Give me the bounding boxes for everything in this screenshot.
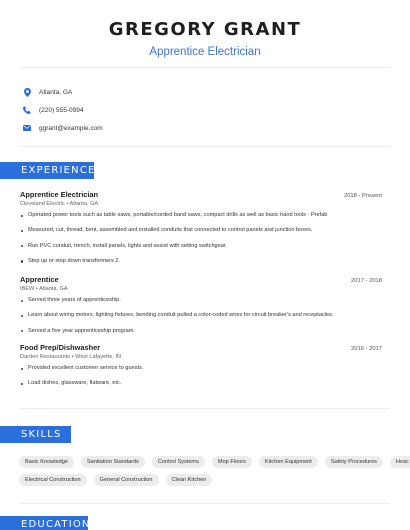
list-item: Provided excellent customer service to guests. [20, 365, 382, 372]
contact-email-text: ggrant@example.com [39, 124, 103, 132]
contact-phone-text: (220) 555-0994 [39, 106, 84, 114]
skill-chip: Clean Kitchen [166, 474, 213, 486]
contact-email [22, 119, 103, 137]
job-dates: 2018 - Present [343, 193, 382, 199]
job-dates: 2016 - 2017 [351, 346, 382, 352]
candidate-title: Apprentice Electrician [149, 46, 261, 58]
skill-chip: Basic Knowledge [19, 456, 74, 468]
job-location: Atlanta, GA [39, 286, 68, 292]
skills-divider [20, 503, 390, 504]
list-item: Operated power tools such as table saws, portable/corded band saws, compact drills as well as basic hand tools - Prefab [20, 212, 382, 219]
list-item: Run PVC conduit, trench, install panels, lights and assist with setting switchgear. [20, 243, 382, 250]
job-entry-2 [20, 275, 382, 343]
contact-location [22, 83, 103, 101]
contact-list [22, 83, 103, 137]
job-employer: Darden Restaurants • West Lafayette, IN [20, 354, 122, 360]
job-bullets [20, 297, 382, 335]
job-title: Food Prep/Dishwasher [20, 343, 101, 352]
job-entry-1 [20, 190, 382, 273]
experience-heading: EXPERIENCE [21, 165, 96, 176]
skills-row-2 [19, 474, 410, 486]
contact-location-text: Atlanta, GA [39, 88, 73, 96]
skill-chip: Hvac [390, 456, 410, 468]
envelope-icon [22, 123, 32, 133]
job-bullets [20, 365, 382, 387]
job-location: West Lafayette, IN [75, 354, 122, 360]
job-employer: Cleveland Electric • Atlanta, GA [20, 201, 99, 207]
skills-row-1 [19, 456, 410, 468]
contact-divider [20, 146, 390, 147]
job-company: Darden Restaurants [20, 354, 71, 360]
experience-section-header [0, 162, 94, 179]
location-pin-icon [22, 87, 32, 97]
resume-header [0, 0, 410, 59]
job-dates: 2017 - 2018 [351, 278, 382, 284]
list-item: Served a five year apprenticeship program. [20, 328, 382, 335]
skills-list [19, 456, 410, 492]
contact-phone [22, 101, 103, 119]
job-company: Cleveland Electric [20, 201, 65, 207]
skill-chip: Safety Procedures [325, 456, 383, 468]
job-entry-3 [20, 343, 382, 396]
job-employer: IBEW • Atlanta, GA [20, 286, 68, 292]
list-item: Step up or step down transformers 2. [20, 258, 382, 265]
list-item: Served three years of apprenticeship. [20, 297, 382, 304]
job-company: IBEW [20, 286, 35, 292]
list-item: Measured, cut, thread, bent, assembled and installed conduits that connected to control panels and junction boxes. [20, 227, 382, 234]
list-item: Learn about wiring motors, lighting fixtures, bending conduit pulled a color-coded wires for circuit breaker's and receptacles. [20, 312, 382, 319]
job-title: Apprentice Electrician [20, 190, 99, 199]
header-divider [20, 67, 390, 68]
skill-chip: Control Systems [152, 456, 205, 468]
candidate-name: GREGORY GRANT [108, 19, 302, 40]
education-section-header [0, 516, 91, 530]
skill-chip: Mop Floors [212, 456, 252, 468]
job-location: Atlanta, GA [69, 201, 99, 207]
skills-section-header [0, 426, 71, 443]
experience-divider [20, 408, 390, 409]
skills-heading: SKILLS [21, 429, 62, 440]
job-bullets [20, 212, 382, 265]
skill-chip: General Construction [94, 474, 159, 486]
phone-icon [22, 105, 32, 115]
skill-chip: Sanitation Standards [81, 456, 145, 468]
skill-chip: Kitchen Equipment [259, 456, 318, 468]
job-title: Apprentice [20, 275, 59, 284]
list-item: Load dishes, glassware, flatware, etc. [20, 380, 382, 387]
skill-chip: Electrical Construction [19, 474, 87, 486]
education-heading: EDUCATION [21, 519, 91, 530]
